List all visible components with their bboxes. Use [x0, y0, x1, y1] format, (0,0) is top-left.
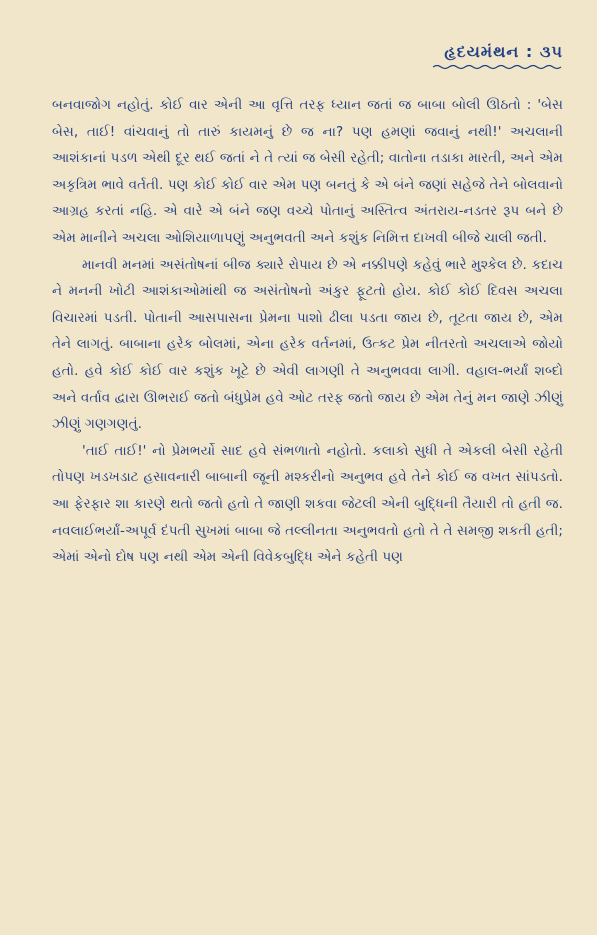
running-header: હૃદયમંથન : ૩૫ — [444, 42, 563, 61]
paragraph-1: બનવાજોગ નહોતું. કોઈ વાર એની આ વૃત્તિ તરફ ધ્યાન જતાં જ બાબા બોલી ઊઠતો : 'બેસ બેસ, તાઈ! વાંચવાનું તો તારું કાયમનું છે જ ના? પણ હમણાં જવાનું નથી!' અચલાની આશંકાનાં પડળ એથી દૂર થઈ જતાં ને તે ત્યાં જ બેસી રહેતી; વાતોના તડાકા મારતી, અને એમ અકૃત્રિમ ભાવે વર્તતી. પણ કોઈ કોઈ વાર એમ પણ બનતું કે એ બંને જણાં સહેજે તેને બોલવાનો આગ્રહ કરતાં નહિ. એ વારે એ બંને જણ વચ્ચે પોતાનું અસ્તિત્વ અંતરાય-નડતર રૂપ બને છે એમ માનીને અચલા ઓશિયાળાપણું અનુભવતી અને કશુંક નિમિત્ત દાખવી બીજે ચાલી જતી. — [52, 97, 563, 246]
header-wavy-rule — [433, 64, 563, 70]
body-text — [52, 92, 563, 571]
paragraph-2: માનવી મનમાં અસંતોષનાં બીજ ક્યારે રોપાય છે એ નક્કીપણે કહેવું ભારે મુશ્કેલ છે. કદાચ ને મનની ખોટી આશંકાઓમાંથી જ અસંતોષનો અંકુર ફૂટતો હોય. કોઈ કોઈ દિવસ અચલા વિચારમાં પડતી. પોતાની આસપાસના પ્રેમના પાશો ઢીલા પડતા જાય છે, તૂટતા જાય છે, એમ તેને લાગતું. બાબાના હરેક બોલમાં, એના હરેક વર્તનમાં, ઉત્કટ પ્રેમ નીતરતો અચલાએ જોયો હતો. હવે કોઈ કોઈ વાર કશુંક ખૂટે છે એવી લાગણી તે અનુભવવા લાગી. વહાલ-ભર્યાં શબ્દો અને વર્તાવ દ્વારા ઊભરાઈ જતો બંધુપ્રેમ હવે ઓટ તરફ જતો જાય છે એમ તેનું મન જાણે ઝીણું ઝીણું ગણગણતું. — [52, 256, 563, 433]
paragraph-3: 'તાઈ તાઈ!' નો પ્રેમભર્યો સાદ હવે સંભળાતો નહોતો. કલાકો સુધી તે એકલી બેસી રહેતી તોપણ ખડખડાટ હસાવનારી બાબાની જૂની મશ્કરીનો અનુભવ હવે તેને કોઈ જ વખત સાંપડતો. આ ફેરફાર શા કારણે થતો જતો હતો તે જાણી શકવા જેટલી એની બુદ્ધિની તૈયારી તો હતી જ. નવલાઈભર્યાં-અપૂર્વ દંપતી સુખમાં બાબા જે તલ્લીનતા અનુભવતો હતો તે તે સમજી શકતી હતી; એમાં એનો દોષ પણ નથી એમ એની વિવેકબુદ્ધિ એને કહેતી પણ — [52, 442, 563, 566]
